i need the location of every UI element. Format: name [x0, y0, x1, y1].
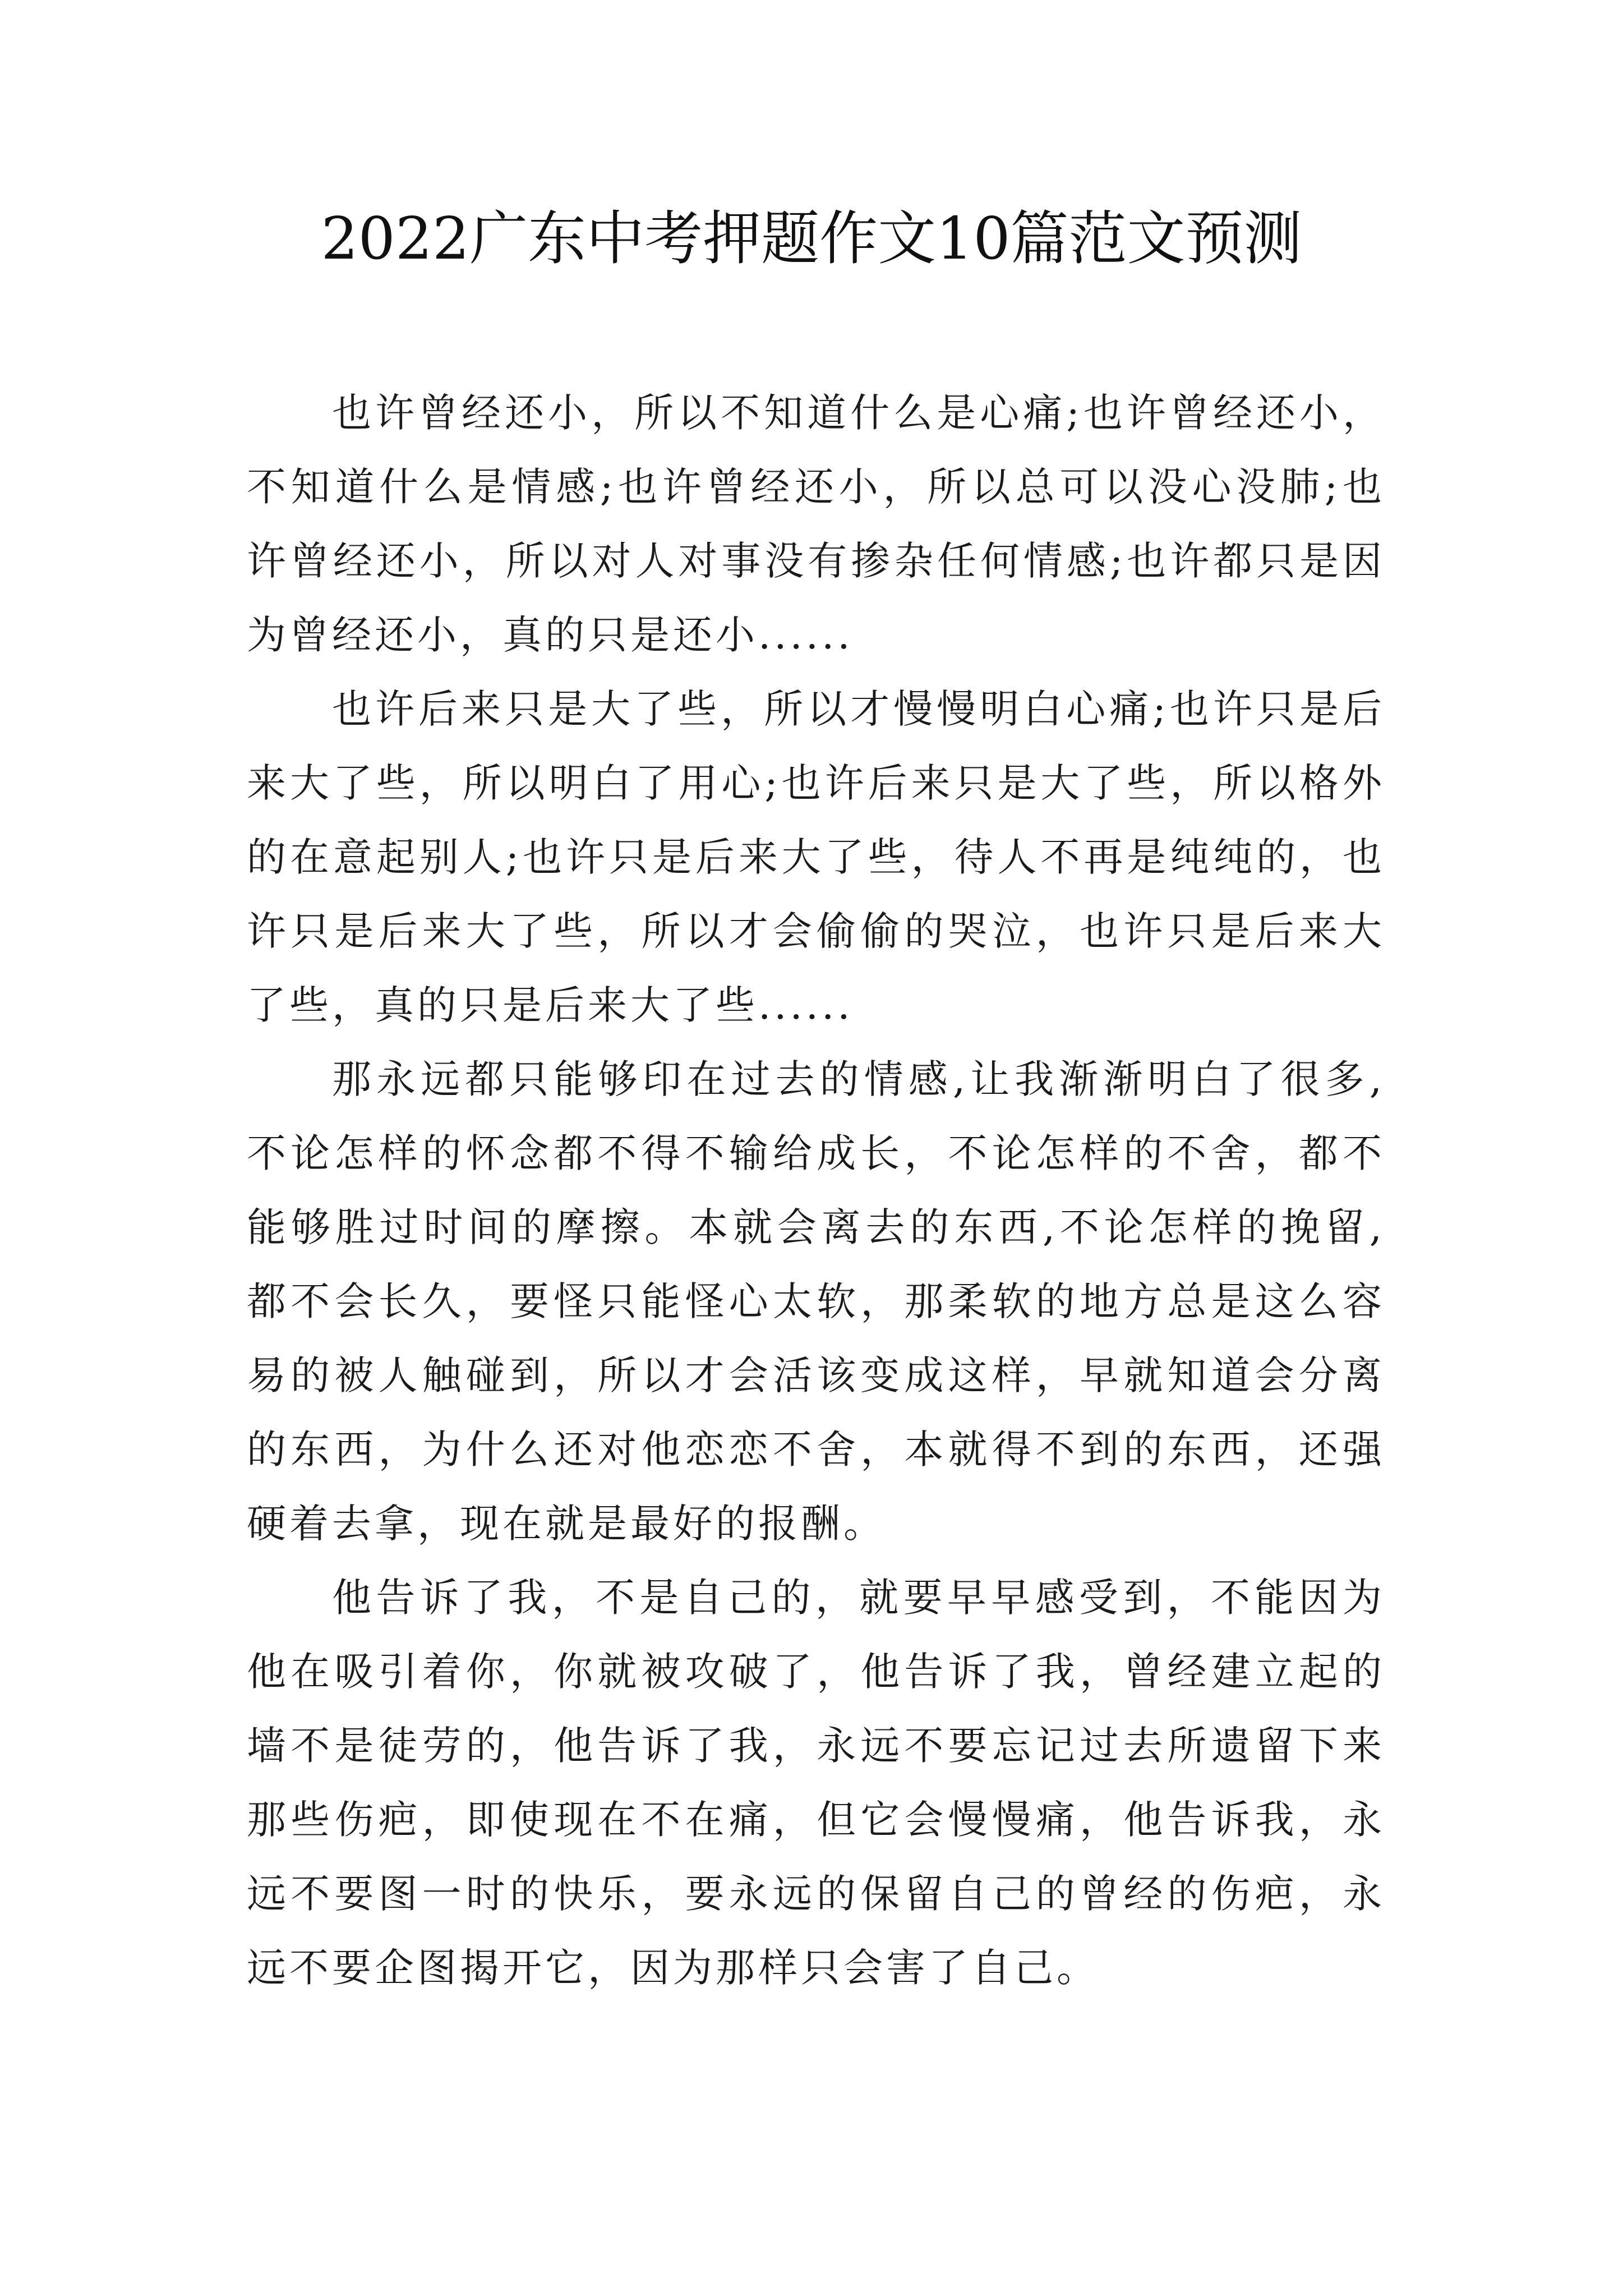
document-body: [247, 376, 1385, 2005]
paragraph-3: 那永远都只能够印在过去的情感,让我渐渐明白了很多,不论怎样的怀念都不得不输给成长，不论怎样的不舍，都不能够胜过时间的摩擦。本就会离去的东西,不论怎样的挽留,都不会长久，要怪只能怪心太软，那柔软的地方总是这么容易的被人触碰到，所以才会活该变成这样，早就知道会分离的东西，为什么还对他恋恋不舍，本就得不到的东西，还强硬着去拿，现在就是最好的报酬。: [247, 1056, 1385, 1547]
document-title: 2022广东中考押题作文10篇范文预测: [321, 204, 1302, 273]
paragraph-1: 也许曾经还小，所以不知道什么是心痛;也许曾经还小，不知道什么是情感;也许曾经还小，所以总可以没心没肺;也许曾经还小，所以对人对事没有掺杂任何情感;也许都只是因为曾经还小，真的只是还小......: [247, 390, 1385, 658]
paragraph-2: 也许后来只是大了些，所以才慢慢明白心痛;也许只是后来大了些，所以明白了用心;也许后来只是大了些，所以格外的在意起别人;也许只是后来大了些，待人不再是纯纯的，也许只是后来大了些，所以才会偷偷的哭泣，也许只是后来大了些，真的只是后来大了些......: [247, 686, 1385, 1028]
paragraph-4: 他告诉了我，不是自己的，就要早早感受到，不能因为他在吸引着你，你就被攻破了，他告诉了我，曾经建立起的墙不是徒劳的，他告诉了我，永远不要忘记过去所遗留下来那些伤疤，即使现在不在痛，但它会慢慢痛，他告诉我，永远不要图一时的快乐，要永远的保留自己的曾经的伤疤，永远不要企图揭开它，因为那样只会害了自己。: [247, 1575, 1385, 1991]
